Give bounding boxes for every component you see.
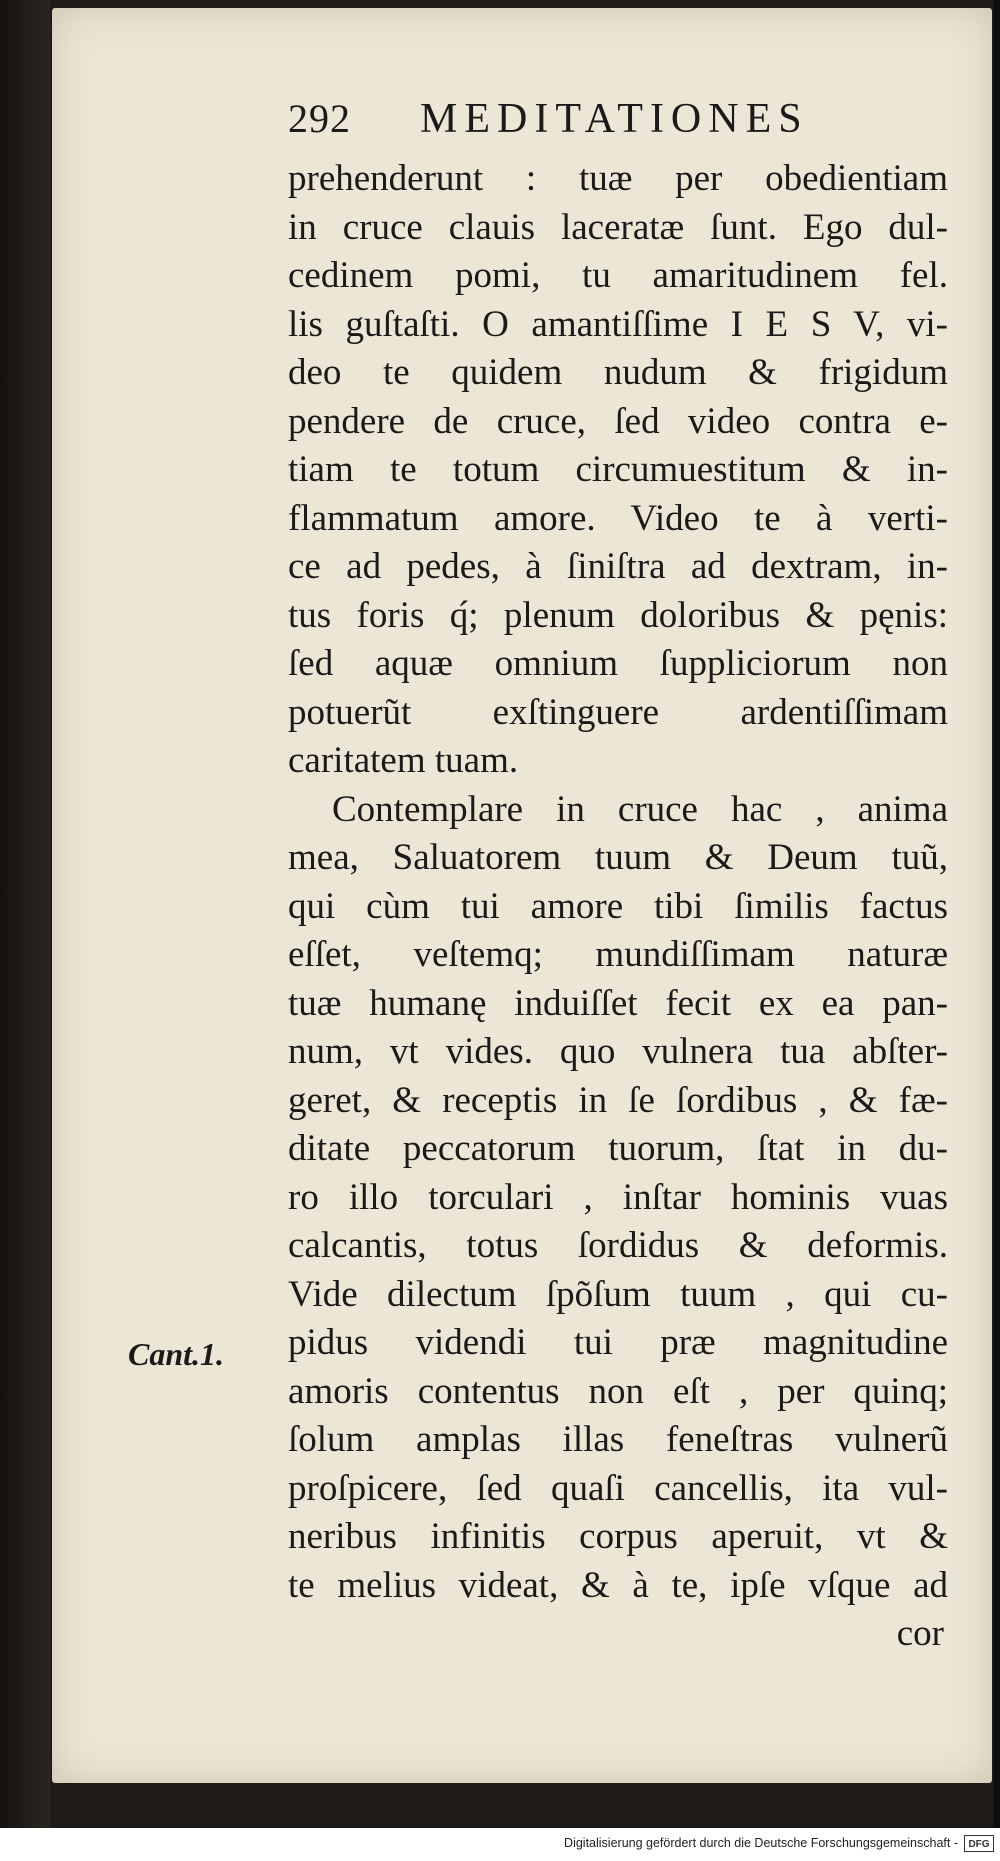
text-line: potuerũt exſtinguere ardentiſſimam [288,691,948,733]
text-line: calcantis, totus ſordidus & deformis. [288,1225,948,1266]
dfg-logo-icon: DFG [964,1835,994,1852]
catchword: cor [896,1613,944,1654]
text-line: pidus videndi tui præ magnitudine [288,1322,948,1363]
text-line: ce ad pedes, à ſiniſtra ad dextram, in- [288,546,948,587]
text-line: ditate peccatorum tuorum, ſtat in du- [288,1128,948,1169]
text-line: amoris contentus non eſt , per quinq; [288,1370,948,1412]
text-line: Vide dilectum ſpõſum tuum , qui cu- [288,1273,948,1315]
text-line: prehenderunt : tuæ per obedientiam [288,158,948,199]
scan-edge-strip [993,0,1000,1828]
text-line: num, vt vides. quo vulnera tua abſter- [288,1031,948,1072]
book-edge [0,0,50,1828]
text-line: geret, & receptis in ſe ſordibus , & fæ- [288,1079,948,1121]
text-line: ſed aquæ omnium ſuppliciorum non [288,643,948,684]
text-line: pendere de cruce, ſed video contra e- [288,400,948,442]
margin-note: Cant.1. [128,1336,225,1372]
text-line: ro illo torculari , inſtar hominis vuas [288,1176,948,1218]
page-number: 292 [288,96,351,141]
text-line: te melius videat, & à te, ipſe vſque ad [288,1564,948,1606]
text-line: mea, Saluatorem tuum & Deum tuũ, [288,837,948,878]
text-line: deo te quidem nudum & frigidum [288,352,948,393]
text-line: Contemplare in cruce hac , anima [332,788,948,830]
text-line: ſolum amplas illas feneſtras vulnerũ [288,1419,948,1460]
text-line: lis guſtaſti. O amantiſſime I E S V, vi- [288,303,948,345]
text-line: proſpicere, ſed quaſi cancellis, ita vul- [288,1467,948,1509]
footer-bar [0,1828,1000,1861]
text-line: flammatum amore. Video te à verti- [288,497,948,539]
text-line: qui cùm tui amore tibi ſimilis factus [288,885,948,927]
text-line: eſſet, veſtemq; mundiſſimam naturæ [288,934,948,975]
running-title: MEDITATIONES [420,96,809,142]
text-line: tiam te totum circumuestitum & in- [288,449,948,490]
funding-credit: Digitalisierung gefördert durch die Deutsche Forschungsgemeinschaft - [564,1836,958,1850]
text-line: neribus infinitis corpus aperuit, vt & [288,1516,948,1557]
text-line: tus foris q́; plenum doloribus & pęnis: [288,594,948,636]
text-line: cedinem pomi, tu amaritudinem fel. [288,255,948,296]
page-header [288,95,948,155]
main-text [288,155,948,1659]
text-line: tuæ humanę induiſſet fecit ex ea pan- [288,982,948,1024]
text-line: caritatem tuam. [288,740,519,781]
text-line: in cruce clauis laceratæ ſunt. Ego dul- [288,206,948,248]
